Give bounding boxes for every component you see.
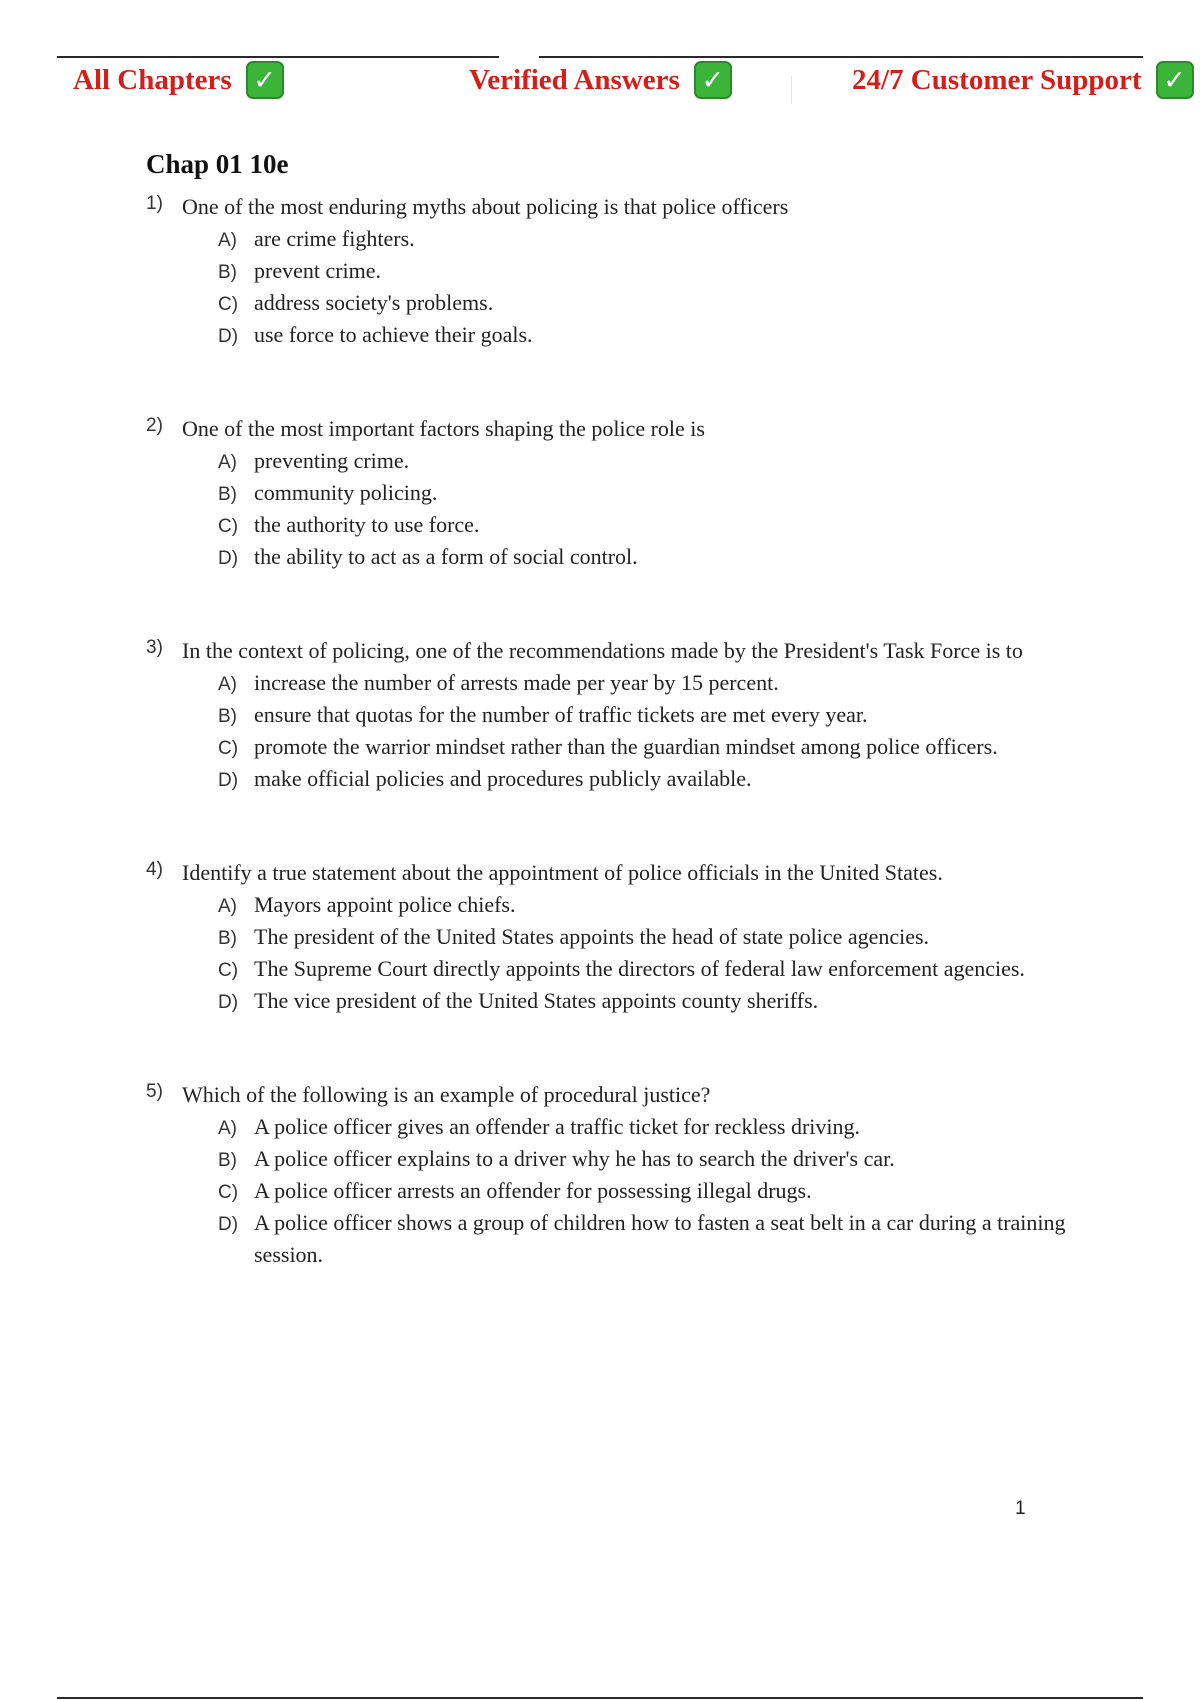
option-list <box>146 445 1106 573</box>
option-text: A police officer explains to a driver why he has to search the driver's car. <box>254 1146 895 1171</box>
option-text: are crime fighters. <box>254 226 415 251</box>
option <box>218 667 1106 699</box>
option-text: A police officer arrests an offender for possessing illegal drugs. <box>254 1178 812 1203</box>
option-text: the authority to use force. <box>254 512 480 537</box>
option-letter: D) <box>218 992 239 1013</box>
option <box>218 509 1106 541</box>
option <box>218 985 1106 1017</box>
question <box>146 413 1106 445</box>
option-letter: A) <box>218 1118 237 1139</box>
option-text: the ability to act as a form of social control. <box>254 544 638 569</box>
header-verified-answers <box>469 58 732 102</box>
option-text: increase the number of arrests made per year by 15 percent. <box>254 670 779 695</box>
option <box>218 477 1106 509</box>
option-text: A police officer gives an offender a traffic ticket for reckless driving. <box>254 1114 860 1139</box>
question-number: 1) <box>146 193 163 214</box>
option-text: The vice president of the United States appoints county sheriffs. <box>254 988 819 1013</box>
option-text: address society's problems. <box>254 290 494 315</box>
page-number: 1 <box>1015 1498 1026 1519</box>
option-letter: D) <box>218 770 239 791</box>
option-letter: B) <box>218 1150 237 1171</box>
option-list <box>146 1111 1106 1271</box>
check-icon: ✓ <box>694 61 732 99</box>
option-letter: A) <box>218 896 237 917</box>
option-letter: B) <box>218 262 237 283</box>
option <box>218 319 1106 351</box>
document-body <box>146 145 1106 1271</box>
option-text: preventing crime. <box>254 448 410 473</box>
option-text: prevent crime. <box>254 258 382 283</box>
option-letter: C) <box>218 294 239 315</box>
question-text: Which of the following is an example of procedural justice? <box>182 1082 711 1107</box>
question <box>146 857 1106 889</box>
header-label: Verified Answers <box>469 63 680 96</box>
question-number: 3) <box>146 637 163 658</box>
question <box>146 191 1106 223</box>
option-list <box>146 667 1106 795</box>
option-text: community policing. <box>254 480 438 505</box>
option-letter: C) <box>218 960 239 981</box>
option <box>218 889 1106 921</box>
option-letter: B) <box>218 706 237 727</box>
option-list <box>146 223 1106 351</box>
option-letter: B) <box>218 484 237 505</box>
option-letter: C) <box>218 516 239 537</box>
option-text: The Supreme Court directly appoints the directors of federal law enforcement agencies. <box>254 956 1025 981</box>
option-letter: C) <box>218 738 239 759</box>
option <box>218 1175 1106 1207</box>
option <box>218 763 1106 795</box>
option-text: Mayors appoint police chiefs. <box>254 892 516 917</box>
option <box>218 1207 1106 1271</box>
option-letter: A) <box>218 230 237 251</box>
option-letter: A) <box>218 674 237 695</box>
option-text: promote the warrior mindset rather than the guardian mindset among police officers. <box>254 734 998 759</box>
header-label: 24/7 Customer Support <box>852 63 1142 96</box>
option-letter: A) <box>218 452 237 473</box>
option-text: The president of the United States appoints the head of state police agencies. <box>254 924 930 949</box>
option-letter: D) <box>218 326 239 347</box>
option <box>218 255 1106 287</box>
question-number: 5) <box>146 1081 163 1102</box>
option-list <box>146 889 1106 1017</box>
header-label: All Chapters <box>73 63 232 96</box>
question-number: 2) <box>146 415 163 436</box>
check-icon: ✓ <box>246 61 284 99</box>
chapter-title: Chap 01 10e <box>146 149 289 179</box>
option <box>218 1111 1106 1143</box>
footer-rule <box>57 1697 1143 1699</box>
option <box>218 445 1106 477</box>
header-all-chapters <box>73 58 284 102</box>
option <box>218 287 1106 319</box>
option <box>218 921 1106 953</box>
option-text: A police officer shows a group of children how to fasten a seat belt in a car during a training session. <box>254 1210 1066 1267</box>
question-number: 4) <box>146 859 163 880</box>
option <box>218 541 1106 573</box>
option <box>218 223 1106 255</box>
option-letter: D) <box>218 548 239 569</box>
question <box>146 635 1106 667</box>
question-text: One of the most enduring myths about policing is that police officers <box>182 194 789 219</box>
question-text: In the context of policing, one of the recommendations made by the President's Task Force is to <box>182 638 1023 663</box>
option <box>218 699 1106 731</box>
option <box>218 1143 1106 1175</box>
option-letter: B) <box>218 928 237 949</box>
question <box>146 1079 1106 1111</box>
option-text: ensure that quotas for the number of traffic tickets are met every year. <box>254 702 868 727</box>
option-text: make official policies and procedures publicly available. <box>254 766 752 791</box>
question-text: One of the most important factors shaping the police role is <box>182 416 705 441</box>
check-icon: ✓ <box>1156 61 1194 99</box>
option <box>218 953 1106 985</box>
option-letter: D) <box>218 1214 239 1235</box>
question-text: Identify a true statement about the appointment of police officials in the United States. <box>182 860 943 885</box>
option <box>218 731 1106 763</box>
option-letter: C) <box>218 1182 239 1203</box>
header-separator <box>791 76 792 104</box>
header-customer-support <box>852 58 1194 102</box>
option-text: use force to achieve their goals. <box>254 322 533 347</box>
